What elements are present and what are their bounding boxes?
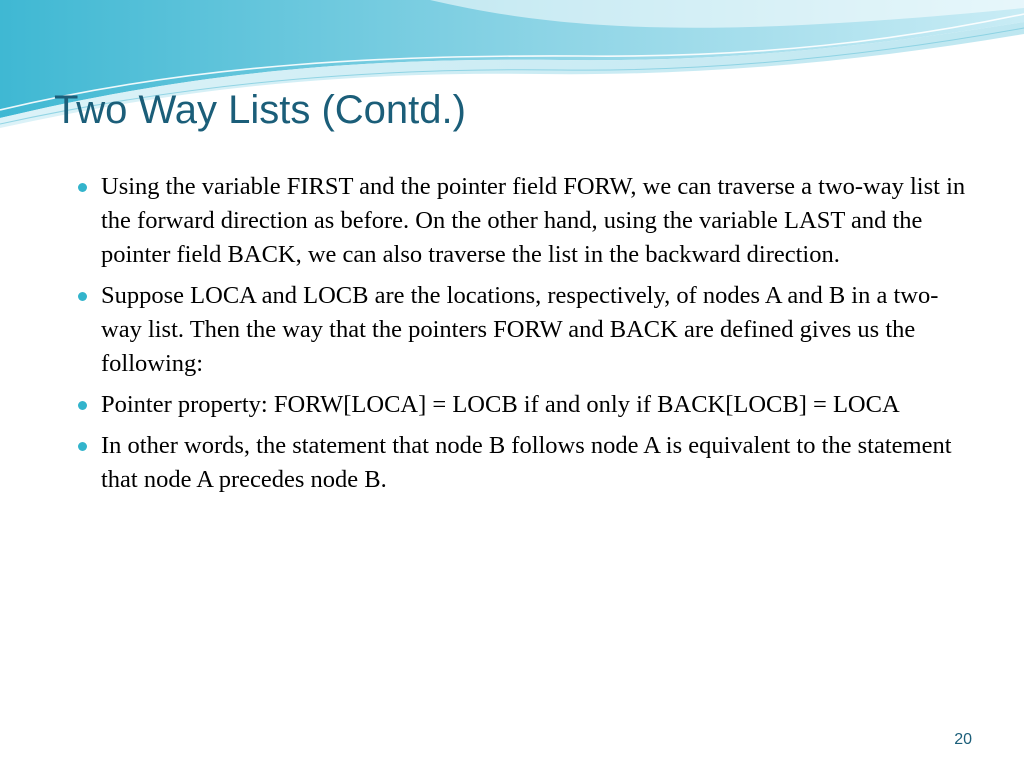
bullet-dot-icon xyxy=(78,442,87,451)
slide-title: Two Way Lists (Contd.) xyxy=(54,88,466,132)
bullet-text: Using the variable FIRST and the pointer field FORW, we can traverse a two-way list in the forward direction as before. On the other hand, using the variable LAST and the pointer field BACK, we can also traverse the list in the backward direction. xyxy=(101,173,966,268)
bullet-text: In other words, the statement that node B follows node A is equivalent to the statement that node A precedes node B. xyxy=(101,432,952,493)
bullet-item xyxy=(78,170,978,272)
bullet-item xyxy=(78,429,978,497)
bullet-item xyxy=(78,388,978,422)
bullet-text: Pointer property: FORW[LOCA] = LOCB if and only if BACK[LOCB] = LOCA xyxy=(101,391,900,418)
bullet-list xyxy=(78,170,978,504)
bullet-dot-icon xyxy=(78,183,87,192)
slide-number: 20 xyxy=(954,731,972,748)
bullet-dot-icon xyxy=(78,401,87,410)
bullet-text: Suppose LOCA and LOCB are the locations, respectively, of nodes A and B in a two-way list. Then the way that the pointers FORW and BACK are defined gives us the following: xyxy=(101,282,939,377)
bullet-dot-icon xyxy=(78,292,87,301)
bullet-item xyxy=(78,279,978,381)
